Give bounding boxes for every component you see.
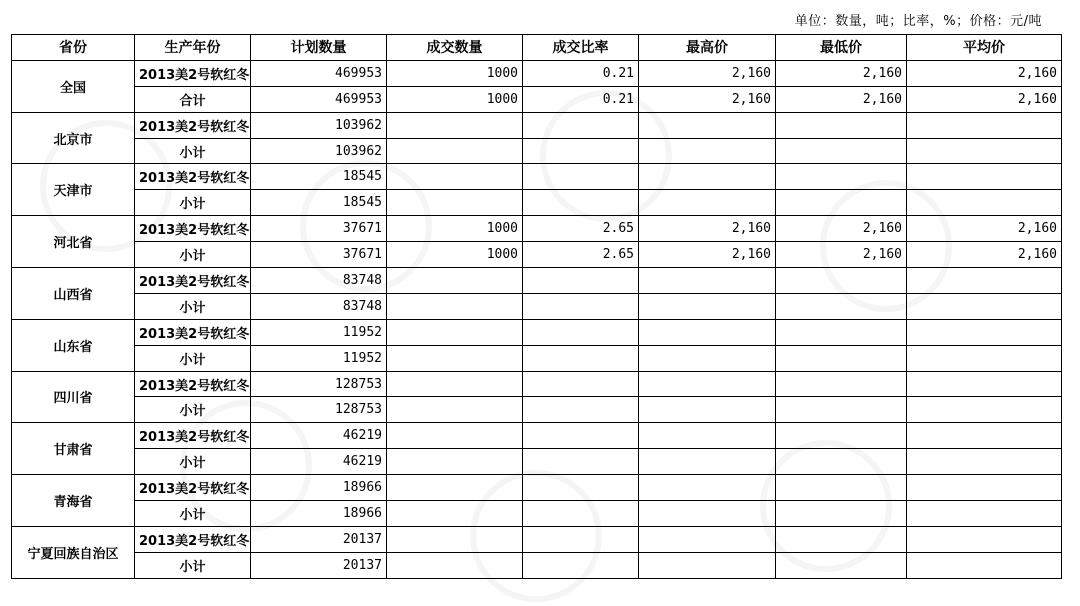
header-low: 最低价 bbox=[776, 35, 907, 61]
plan-cell: 128753 bbox=[251, 397, 387, 423]
volume-cell bbox=[387, 397, 523, 423]
volume-cell bbox=[387, 371, 523, 397]
volume-cell: 1000 bbox=[387, 242, 523, 268]
header-year: 生产年份 bbox=[135, 35, 251, 61]
avg-price-cell bbox=[907, 397, 1062, 423]
high-price-cell: 2,160 bbox=[639, 216, 776, 242]
table-row bbox=[12, 552, 1062, 578]
volume-cell bbox=[387, 112, 523, 138]
province-cell: 山东省 bbox=[12, 319, 135, 371]
low-price-cell bbox=[776, 423, 907, 449]
province-cell: 全国 bbox=[12, 60, 135, 112]
table-row bbox=[12, 345, 1062, 371]
subtotal-label-cell: 小计 bbox=[135, 552, 251, 578]
volume-cell bbox=[387, 268, 523, 294]
ratio-cell bbox=[523, 397, 639, 423]
avg-price-cell bbox=[907, 526, 1062, 552]
volume-cell bbox=[387, 552, 523, 578]
subtotal-label-cell: 小计 bbox=[135, 242, 251, 268]
high-price-cell: 2,160 bbox=[639, 242, 776, 268]
ratio-cell bbox=[523, 138, 639, 164]
avg-price-cell bbox=[907, 475, 1062, 501]
low-price-cell: 2,160 bbox=[776, 242, 907, 268]
high-price-cell bbox=[639, 526, 776, 552]
high-price-cell bbox=[639, 112, 776, 138]
ratio-cell bbox=[523, 475, 639, 501]
avg-price-cell bbox=[907, 268, 1062, 294]
unit-note: 单位：数量，吨；比率，%；价格：元/吨 bbox=[794, 14, 1042, 29]
variety-cell: 2013美2号软红冬 bbox=[135, 60, 251, 86]
volume-cell: 1000 bbox=[387, 86, 523, 112]
plan-cell: 103962 bbox=[251, 112, 387, 138]
avg-price-cell bbox=[907, 164, 1062, 190]
table-row bbox=[12, 164, 1062, 190]
table-row bbox=[12, 138, 1062, 164]
table-body bbox=[12, 60, 1062, 578]
table-row bbox=[12, 216, 1062, 242]
plan-cell: 46219 bbox=[251, 449, 387, 475]
ratio-cell bbox=[523, 190, 639, 216]
low-price-cell bbox=[776, 449, 907, 475]
ratio-cell: 2.65 bbox=[523, 216, 639, 242]
variety-cell: 2013美2号软红冬 bbox=[135, 423, 251, 449]
table-row bbox=[12, 60, 1062, 86]
avg-price-cell bbox=[907, 138, 1062, 164]
ratio-cell bbox=[523, 268, 639, 294]
plan-cell: 20137 bbox=[251, 526, 387, 552]
ratio-cell bbox=[523, 112, 639, 138]
avg-price-cell: 2,160 bbox=[907, 242, 1062, 268]
plan-cell: 469953 bbox=[251, 60, 387, 86]
subtotal-label-cell: 小计 bbox=[135, 293, 251, 319]
table-row bbox=[12, 526, 1062, 552]
avg-price-cell bbox=[907, 501, 1062, 527]
avg-price-cell: 2,160 bbox=[907, 86, 1062, 112]
ratio-cell bbox=[523, 319, 639, 345]
table-row bbox=[12, 501, 1062, 527]
variety-cell: 2013美2号软红冬 bbox=[135, 268, 251, 294]
table-row bbox=[12, 112, 1062, 138]
high-price-cell bbox=[639, 501, 776, 527]
ratio-cell: 0.21 bbox=[523, 60, 639, 86]
volume-cell bbox=[387, 138, 523, 164]
variety-cell: 2013美2号软红冬 bbox=[135, 112, 251, 138]
high-price-cell: 2,160 bbox=[639, 86, 776, 112]
plan-cell: 37671 bbox=[251, 242, 387, 268]
high-price-cell bbox=[639, 164, 776, 190]
plan-cell: 18966 bbox=[251, 475, 387, 501]
table-row bbox=[12, 190, 1062, 216]
header-row bbox=[12, 35, 1062, 61]
high-price-cell bbox=[639, 449, 776, 475]
low-price-cell bbox=[776, 112, 907, 138]
volume-cell bbox=[387, 164, 523, 190]
ratio-cell bbox=[523, 501, 639, 527]
subtotal-label-cell: 小计 bbox=[135, 138, 251, 164]
plan-cell: 11952 bbox=[251, 319, 387, 345]
subtotal-label-cell: 合计 bbox=[135, 86, 251, 112]
low-price-cell bbox=[776, 293, 907, 319]
header-avg: 平均价 bbox=[907, 35, 1062, 61]
high-price-cell bbox=[639, 423, 776, 449]
province-cell: 青海省 bbox=[12, 475, 135, 527]
volume-cell: 1000 bbox=[387, 60, 523, 86]
trade-results-table bbox=[11, 34, 1062, 579]
table-row bbox=[12, 397, 1062, 423]
subtotal-label-cell: 小计 bbox=[135, 501, 251, 527]
low-price-cell: 2,160 bbox=[776, 60, 907, 86]
high-price-cell bbox=[639, 138, 776, 164]
ratio-cell bbox=[523, 449, 639, 475]
avg-price-cell bbox=[907, 449, 1062, 475]
province-cell: 北京市 bbox=[12, 112, 135, 164]
province-cell: 四川省 bbox=[12, 371, 135, 423]
avg-price-cell bbox=[907, 293, 1062, 319]
plan-cell: 20137 bbox=[251, 552, 387, 578]
avg-price-cell bbox=[907, 371, 1062, 397]
variety-cell: 2013美2号软红冬 bbox=[135, 319, 251, 345]
high-price-cell bbox=[639, 345, 776, 371]
volume-cell bbox=[387, 501, 523, 527]
low-price-cell bbox=[776, 526, 907, 552]
avg-price-cell bbox=[907, 112, 1062, 138]
province-cell: 河北省 bbox=[12, 216, 135, 268]
subtotal-label-cell: 小计 bbox=[135, 345, 251, 371]
plan-cell: 469953 bbox=[251, 86, 387, 112]
plan-cell: 18545 bbox=[251, 164, 387, 190]
ratio-cell bbox=[523, 526, 639, 552]
table-row bbox=[12, 449, 1062, 475]
volume-cell bbox=[387, 319, 523, 345]
high-price-cell: 2,160 bbox=[639, 60, 776, 86]
high-price-cell bbox=[639, 371, 776, 397]
avg-price-cell bbox=[907, 423, 1062, 449]
avg-price-cell bbox=[907, 552, 1062, 578]
avg-price-cell bbox=[907, 345, 1062, 371]
high-price-cell bbox=[639, 268, 776, 294]
volume-cell: 1000 bbox=[387, 216, 523, 242]
high-price-cell bbox=[639, 190, 776, 216]
subtotal-label-cell: 小计 bbox=[135, 190, 251, 216]
high-price-cell bbox=[639, 293, 776, 319]
province-cell: 甘肃省 bbox=[12, 423, 135, 475]
plan-cell: 18545 bbox=[251, 190, 387, 216]
volume-cell bbox=[387, 293, 523, 319]
plan-cell: 83748 bbox=[251, 293, 387, 319]
ratio-cell bbox=[523, 371, 639, 397]
low-price-cell bbox=[776, 319, 907, 345]
ratio-cell bbox=[523, 164, 639, 190]
subtotal-label-cell: 小计 bbox=[135, 397, 251, 423]
volume-cell bbox=[387, 190, 523, 216]
table-row bbox=[12, 423, 1062, 449]
low-price-cell bbox=[776, 552, 907, 578]
avg-price-cell bbox=[907, 190, 1062, 216]
low-price-cell bbox=[776, 138, 907, 164]
volume-cell bbox=[387, 526, 523, 552]
low-price-cell: 2,160 bbox=[776, 86, 907, 112]
province-cell: 天津市 bbox=[12, 164, 135, 216]
table-row bbox=[12, 86, 1062, 112]
plan-cell: 11952 bbox=[251, 345, 387, 371]
low-price-cell bbox=[776, 371, 907, 397]
avg-price-cell: 2,160 bbox=[907, 60, 1062, 86]
ratio-cell: 2.65 bbox=[523, 242, 639, 268]
low-price-cell bbox=[776, 397, 907, 423]
variety-cell: 2013美2号软红冬 bbox=[135, 526, 251, 552]
low-price-cell bbox=[776, 164, 907, 190]
header-plan: 计划数量 bbox=[251, 35, 387, 61]
variety-cell: 2013美2号软红冬 bbox=[135, 475, 251, 501]
ratio-cell bbox=[523, 293, 639, 319]
ratio-cell bbox=[523, 552, 639, 578]
variety-cell: 2013美2号软红冬 bbox=[135, 164, 251, 190]
volume-cell bbox=[387, 345, 523, 371]
variety-cell: 2013美2号软红冬 bbox=[135, 371, 251, 397]
high-price-cell bbox=[639, 319, 776, 345]
table-row bbox=[12, 475, 1062, 501]
subtotal-label-cell: 小计 bbox=[135, 449, 251, 475]
plan-cell: 103962 bbox=[251, 138, 387, 164]
table-row bbox=[12, 293, 1062, 319]
header-high: 最高价 bbox=[639, 35, 776, 61]
plan-cell: 128753 bbox=[251, 371, 387, 397]
province-cell: 山西省 bbox=[12, 268, 135, 320]
header-ratio: 成交比率 bbox=[523, 35, 639, 61]
volume-cell bbox=[387, 449, 523, 475]
plan-cell: 46219 bbox=[251, 423, 387, 449]
volume-cell bbox=[387, 475, 523, 501]
low-price-cell bbox=[776, 475, 907, 501]
high-price-cell bbox=[639, 552, 776, 578]
plan-cell: 18966 bbox=[251, 501, 387, 527]
table-row bbox=[12, 242, 1062, 268]
low-price-cell bbox=[776, 501, 907, 527]
header-volume: 成交数量 bbox=[387, 35, 523, 61]
low-price-cell bbox=[776, 190, 907, 216]
table-row bbox=[12, 268, 1062, 294]
plan-cell: 83748 bbox=[251, 268, 387, 294]
volume-cell bbox=[387, 423, 523, 449]
ratio-cell: 0.21 bbox=[523, 86, 639, 112]
table-row bbox=[12, 371, 1062, 397]
ratio-cell bbox=[523, 345, 639, 371]
high-price-cell bbox=[639, 475, 776, 501]
ratio-cell bbox=[523, 423, 639, 449]
table-row bbox=[12, 319, 1062, 345]
low-price-cell bbox=[776, 268, 907, 294]
province-cell: 宁夏回族自治区 bbox=[12, 526, 135, 578]
plan-cell: 37671 bbox=[251, 216, 387, 242]
header-province: 省份 bbox=[12, 35, 135, 61]
avg-price-cell: 2,160 bbox=[907, 216, 1062, 242]
high-price-cell bbox=[639, 397, 776, 423]
variety-cell: 2013美2号软红冬 bbox=[135, 216, 251, 242]
low-price-cell bbox=[776, 345, 907, 371]
low-price-cell: 2,160 bbox=[776, 216, 907, 242]
avg-price-cell bbox=[907, 319, 1062, 345]
